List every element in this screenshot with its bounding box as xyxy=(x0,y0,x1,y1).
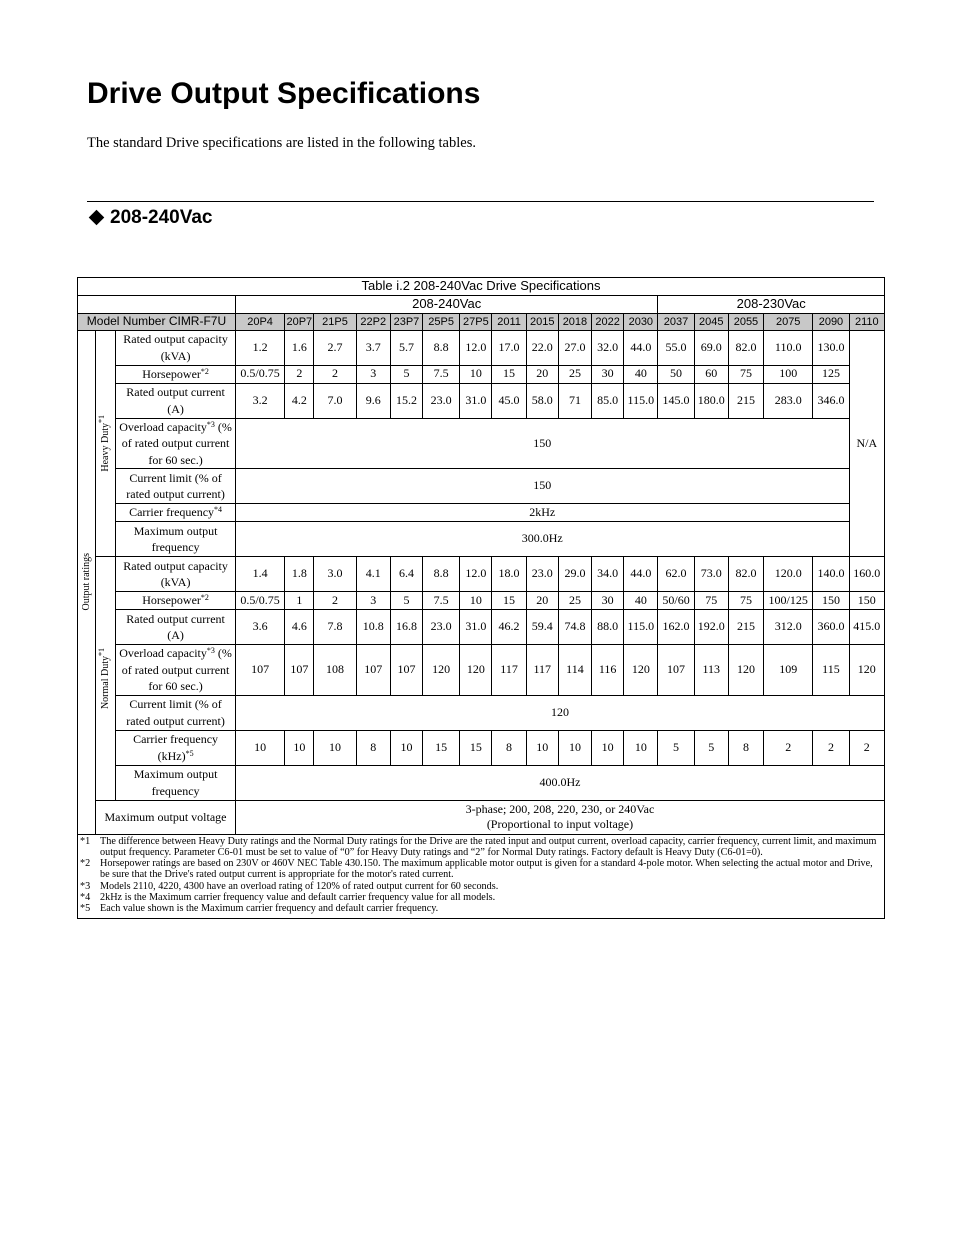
hd-horsepower-cell: 125 xyxy=(813,365,849,383)
nd-carrier-cell: 10 xyxy=(235,730,284,765)
model-number-cell: 2011 xyxy=(492,314,526,331)
hd-horsepower-cell: 2 xyxy=(314,365,356,383)
hd-current-cell: 7.0 xyxy=(314,383,356,418)
nd-capacity-cell: 4.1 xyxy=(356,557,390,592)
nd-overload-cell: 120 xyxy=(849,645,884,696)
nd-current-cell: 4.6 xyxy=(285,610,314,645)
nd-max-freq-value: 400.0Hz xyxy=(235,765,884,800)
voltage-group-208-230: 208-230Vac xyxy=(658,296,885,314)
nd-horsepower-cell: 150 xyxy=(813,592,849,610)
output-ratings-label: Output ratings xyxy=(81,553,93,611)
model-number-cell: 2015 xyxy=(526,314,558,331)
model-number-cell: 2018 xyxy=(558,314,591,331)
nd-carrier-cell: 2 xyxy=(849,730,884,765)
drive-spec-table xyxy=(77,277,885,919)
footnote-text: The difference between Heavy Duty ratings and the Normal Duty ratings for the Drive are the rated input and output current, overload capacity, carrier frequency, current limit, and maximum output frequency. Parameter C6-01 must be set to value of “0” for Heavy Duty ratings and “2” for Normal Duty ratings. Factory default is Heavy Duty (C6-01=0). xyxy=(100,835,877,858)
hd-current-cell: 346.0 xyxy=(813,383,849,418)
nd-carrier-cell: 10 xyxy=(285,730,314,765)
nd-current-limit-label: Current limit (% of rated output current) xyxy=(116,695,236,730)
hd-current-limit-value: 150 xyxy=(235,469,849,504)
model-number-cell: 2037 xyxy=(658,314,694,331)
nd-overload-cell: 117 xyxy=(526,645,558,696)
hd-horsepower-cell: 60 xyxy=(694,365,728,383)
hd-capacity-cell: 8.8 xyxy=(423,330,460,365)
page-title: Drive Output Specifications xyxy=(87,77,481,110)
model-number-cell: 27P5 xyxy=(460,314,492,331)
nd-capacity-cell: 12.0 xyxy=(460,557,492,592)
nd-horsepower-label: Horsepower$^{*2}$ xyxy=(116,592,236,610)
hd-horsepower-cell: 20 xyxy=(526,365,558,383)
voltage-header-blank xyxy=(78,296,236,314)
nd-horsepower-cell: 3 xyxy=(356,592,390,610)
diamond-bullet-icon xyxy=(89,210,105,226)
hd-current-cell: 71 xyxy=(558,383,591,418)
model-number-cell: 2075 xyxy=(764,314,813,331)
nd-horsepower-cell: 75 xyxy=(728,592,763,610)
hd-horsepower-label: Horsepower$^{*2}$ xyxy=(116,365,236,383)
hd-capacity-cell: 44.0 xyxy=(624,330,658,365)
nd-carrier-cell: 8 xyxy=(728,730,763,765)
nd-overload-cell: 109 xyxy=(764,645,813,696)
nd-capacity-cell: 34.0 xyxy=(592,557,624,592)
nd-current-cell: 16.8 xyxy=(390,610,422,645)
hd-capacity-cell: 3.7 xyxy=(356,330,390,365)
output-ratings-label-cell xyxy=(78,330,96,834)
footnote-mark: *2 xyxy=(80,858,91,870)
intro-text: The standard Drive specifications are listed in the following tables. xyxy=(87,135,476,151)
nd-current-cell: 88.0 xyxy=(592,610,624,645)
nd-overload-cell: 120 xyxy=(423,645,460,696)
hd-capacity-cell: 82.0 xyxy=(728,330,763,365)
nd-carrier-cell: 2 xyxy=(764,730,813,765)
normal-duty-label-cell xyxy=(96,557,116,801)
nd-current-cell: 74.8 xyxy=(558,610,591,645)
model-number-cell: 2022 xyxy=(592,314,624,331)
hd-capacity-cell: 110.0 xyxy=(764,330,813,365)
footnote-text: 2kHz is the Maximum carrier frequency value and default carrier frequency value for all models. xyxy=(100,892,496,904)
nd-overload-cell: 120 xyxy=(624,645,658,696)
nd-capacity-cell: 18.0 xyxy=(492,557,526,592)
hd-current-cell: 15.2 xyxy=(390,383,422,418)
nd-current-cell: 10.8 xyxy=(356,610,390,645)
hd-current-cell: 3.2 xyxy=(235,383,284,418)
nd-horsepower-cell: 40 xyxy=(624,592,658,610)
hd-capacity-cell: 2.7 xyxy=(314,330,356,365)
hd-current-cell: 45.0 xyxy=(492,383,526,418)
nd-current-cell: 7.8 xyxy=(314,610,356,645)
model-number-cell: 2045 xyxy=(694,314,728,331)
nd-capacity-cell: 1.4 xyxy=(235,557,284,592)
nd-carrier-cell: 5 xyxy=(694,730,728,765)
hd-carrier-label: Carrier frequency$^{*4}$ xyxy=(116,504,236,522)
nd-capacity-cell: 140.0 xyxy=(813,557,849,592)
nd-current-cell: 115.0 xyxy=(624,610,658,645)
nd-overload-cell: 117 xyxy=(492,645,526,696)
hd-current-cell: 58.0 xyxy=(526,383,558,418)
model-number-cell: 22P2 xyxy=(356,314,390,331)
footnote xyxy=(80,892,882,903)
nd-capacity-cell: 44.0 xyxy=(624,557,658,592)
nd-carrier-cell: 10 xyxy=(558,730,591,765)
hd-horsepower-cell: 50 xyxy=(658,365,694,383)
nd-current-cell: 415.0 xyxy=(849,610,884,645)
nd-overload-cell: 120 xyxy=(460,645,492,696)
footnotes xyxy=(78,834,885,918)
model-number-cell: 2110 xyxy=(849,314,884,331)
nd-current-cell: 312.0 xyxy=(764,610,813,645)
nd-carrier-cell: 10 xyxy=(314,730,356,765)
nd-capacity-label: Rated output capacity (kVA) xyxy=(116,557,236,592)
hd-max-freq-value: 300.0Hz xyxy=(235,522,849,557)
hd-current-cell: 85.0 xyxy=(592,383,624,418)
hd-capacity-cell: 32.0 xyxy=(592,330,624,365)
hd-overload-label: Overload capacity$^{*3}$ (% of rated output current for 60 sec.) xyxy=(116,418,236,469)
hd-horsepower-cell: 30 xyxy=(592,365,624,383)
nd-horsepower-cell: 100/125 xyxy=(764,592,813,610)
hd-current-cell: 31.0 xyxy=(460,383,492,418)
hd-capacity-cell: 22.0 xyxy=(526,330,558,365)
footnote-text: Each value shown is the Maximum carrier frequency and default carrier frequency. xyxy=(100,903,439,915)
nd-horsepower-cell: 50/60 xyxy=(658,592,694,610)
nd-capacity-cell: 1.8 xyxy=(285,557,314,592)
nd-capacity-cell: 73.0 xyxy=(694,557,728,592)
hd-carrier-value: 2kHz xyxy=(235,504,849,522)
hd-capacity-cell: 69.0 xyxy=(694,330,728,365)
nd-carrier-cell: 10 xyxy=(526,730,558,765)
heavy-duty-label-cell xyxy=(96,330,116,557)
footnote-mark: *5 xyxy=(80,903,91,915)
nd-capacity-cell: 120.0 xyxy=(764,557,813,592)
hd-capacity-cell: 1.2 xyxy=(235,330,284,365)
nd-horsepower-cell: 5 xyxy=(390,592,422,610)
hd-horsepower-cell: 15 xyxy=(492,365,526,383)
model-number-cell: 2090 xyxy=(813,314,849,331)
footnote-text: Horsepower ratings are based on 230V or 460V NEC Table 430.150. The maximum applicable motor output is given for a standard 4-pole motor. When selecting the actual motor and Drive, be sure that the Drive's rated output current is appropriate for the motor's rated current. xyxy=(100,858,873,881)
nd-horsepower-cell: 10 xyxy=(460,592,492,610)
nd-carrier-cell: 10 xyxy=(624,730,658,765)
nd-current-cell: 46.2 xyxy=(492,610,526,645)
nd-capacity-cell: 6.4 xyxy=(390,557,422,592)
nd-current-cell: 162.0 xyxy=(658,610,694,645)
heavy-duty-label: Heavy Duty$^{*1}$ xyxy=(97,415,112,472)
hd-horsepower-cell: 75 xyxy=(728,365,763,383)
hd-current-cell: 215 xyxy=(728,383,763,418)
hd-horsepower-cell: 7.5 xyxy=(423,365,460,383)
hd-max-freq-label: Maximum output frequency xyxy=(116,522,236,557)
footnote-mark: *3 xyxy=(80,880,91,892)
nd-horsepower-cell: 2 xyxy=(314,592,356,610)
hd-current-cell: 283.0 xyxy=(764,383,813,418)
nd-carrier-cell: 15 xyxy=(460,730,492,765)
nd-overload-cell: 108 xyxy=(314,645,356,696)
hd-current-limit-label: Current limit (% of rated output current) xyxy=(116,469,236,504)
nd-overload-cell: 107 xyxy=(356,645,390,696)
max-voltage-label: Maximum output voltage xyxy=(96,800,236,834)
hd-capacity-cell: 27.0 xyxy=(558,330,591,365)
hd-horsepower-cell: 100 xyxy=(764,365,813,383)
hd-capacity-cell: 1.6 xyxy=(285,330,314,365)
hd-horsepower-cell: 3 xyxy=(356,365,390,383)
model-number-cell: 20P7 xyxy=(285,314,314,331)
table-caption: Table i.2 208-240Vac Drive Specifications xyxy=(78,278,885,296)
footnote xyxy=(80,903,882,914)
nd-overload-cell: 107 xyxy=(235,645,284,696)
footnote xyxy=(80,858,882,881)
nd-overload-cell: 120 xyxy=(728,645,763,696)
hd-current-label: Rated output current (A) xyxy=(116,383,236,418)
max-voltage-value: 3-phase; 200, 208, 220, 230, or 240Vac (Proportional to input voltage) xyxy=(235,800,884,834)
footnote-mark: *4 xyxy=(80,892,91,904)
nd-overload-cell: 113 xyxy=(694,645,728,696)
hd-capacity-cell: 130.0 xyxy=(813,330,849,365)
nd-horsepower-cell: 25 xyxy=(558,592,591,610)
nd-overload-label: Overload capacity$^{*3}$ (% of rated output current for 60 sec.) xyxy=(116,645,236,696)
nd-horsepower-cell: 7.5 xyxy=(423,592,460,610)
nd-horsepower-cell: 15 xyxy=(492,592,526,610)
nd-overload-cell: 114 xyxy=(558,645,591,696)
voltage-group-208-240: 208-240Vac xyxy=(235,296,657,314)
nd-current-cell: 360.0 xyxy=(813,610,849,645)
nd-capacity-cell: 8.8 xyxy=(423,557,460,592)
nd-capacity-cell: 23.0 xyxy=(526,557,558,592)
nd-current-limit-value: 120 xyxy=(235,695,884,730)
nd-overload-cell: 116 xyxy=(592,645,624,696)
nd-horsepower-cell: 30 xyxy=(592,592,624,610)
hd-horsepower-cell: 2 xyxy=(285,365,314,383)
hd-horsepower-cell: 25 xyxy=(558,365,591,383)
hd-horsepower-cell: 0.5/0.75 xyxy=(235,365,284,383)
hd-current-cell: 9.6 xyxy=(356,383,390,418)
nd-current-cell: 31.0 xyxy=(460,610,492,645)
hd-capacity-cell: 12.0 xyxy=(460,330,492,365)
nd-carrier-cell: 10 xyxy=(390,730,422,765)
nd-horsepower-cell: 20 xyxy=(526,592,558,610)
nd-carrier-cell: 2 xyxy=(813,730,849,765)
nd-capacity-cell: 3.0 xyxy=(314,557,356,592)
hd-current-cell: 145.0 xyxy=(658,383,694,418)
nd-current-cell: 215 xyxy=(728,610,763,645)
hd-current-cell: 23.0 xyxy=(423,383,460,418)
nd-carrier-cell: 10 xyxy=(592,730,624,765)
nd-overload-cell: 115 xyxy=(813,645,849,696)
hd-current-cell: 115.0 xyxy=(624,383,658,418)
nd-max-freq-label: Maximum output frequency xyxy=(116,765,236,800)
nd-overload-cell: 107 xyxy=(658,645,694,696)
model-number-cell: 25P5 xyxy=(423,314,460,331)
hd-capacity-cell: 17.0 xyxy=(492,330,526,365)
model-number-cell: 2055 xyxy=(728,314,763,331)
footnote xyxy=(80,836,882,859)
hd-current-cell: 4.2 xyxy=(285,383,314,418)
hd-current-cell: 180.0 xyxy=(694,383,728,418)
nd-carrier-cell: 15 xyxy=(423,730,460,765)
hd-capacity-label: Rated output capacity (kVA) xyxy=(116,330,236,365)
hd-capacity-cell: 55.0 xyxy=(658,330,694,365)
hd-capacity-cell: 5.7 xyxy=(390,330,422,365)
nd-current-cell: 3.6 xyxy=(235,610,284,645)
nd-overload-cell: 107 xyxy=(285,645,314,696)
nd-current-cell: 23.0 xyxy=(423,610,460,645)
nd-current-cell: 59.4 xyxy=(526,610,558,645)
nd-horsepower-cell: 0.5/0.75 xyxy=(235,592,284,610)
nd-horsepower-cell: 150 xyxy=(849,592,884,610)
nd-current-label: Rated output current (A) xyxy=(116,610,236,645)
model-number-cell: 23P7 xyxy=(390,314,422,331)
footnote-mark: *1 xyxy=(80,835,91,847)
nd-current-cell: 192.0 xyxy=(694,610,728,645)
model-number-cell: 20P4 xyxy=(235,314,284,331)
nd-capacity-cell: 29.0 xyxy=(558,557,591,592)
nd-capacity-cell: 160.0 xyxy=(849,557,884,592)
model-number-cell: 21P5 xyxy=(314,314,356,331)
footnote xyxy=(80,881,882,892)
hd-horsepower-cell: 40 xyxy=(624,365,658,383)
model-number-label: Model Number CIMR-F7U xyxy=(78,314,236,331)
hd-na-value: N/A xyxy=(849,330,884,557)
nd-horsepower-cell: 75 xyxy=(694,592,728,610)
hd-horsepower-cell: 5 xyxy=(390,365,422,383)
nd-horsepower-cell: 1 xyxy=(285,592,314,610)
section-heading xyxy=(88,206,213,230)
nd-carrier-cell: 8 xyxy=(492,730,526,765)
section-heading-text: 208-240Vac xyxy=(110,207,213,228)
nd-carrier-cell: 8 xyxy=(356,730,390,765)
nd-capacity-cell: 82.0 xyxy=(728,557,763,592)
nd-carrier-label: Carrier frequency (kHz)$^{*5}$ xyxy=(116,730,236,765)
nd-capacity-cell: 62.0 xyxy=(658,557,694,592)
model-number-cell: 2030 xyxy=(624,314,658,331)
normal-duty-label: Normal Duty$^{*1}$ xyxy=(97,647,112,709)
nd-carrier-cell: 5 xyxy=(658,730,694,765)
hd-horsepower-cell: 10 xyxy=(460,365,492,383)
nd-overload-cell: 107 xyxy=(390,645,422,696)
footnote-text: Models 2110, 4220, 4300 have an overload rating of 120% of rated output current for 60 seconds. xyxy=(100,880,499,892)
section-divider xyxy=(87,201,874,202)
hd-overload-value: 150 xyxy=(235,418,849,469)
